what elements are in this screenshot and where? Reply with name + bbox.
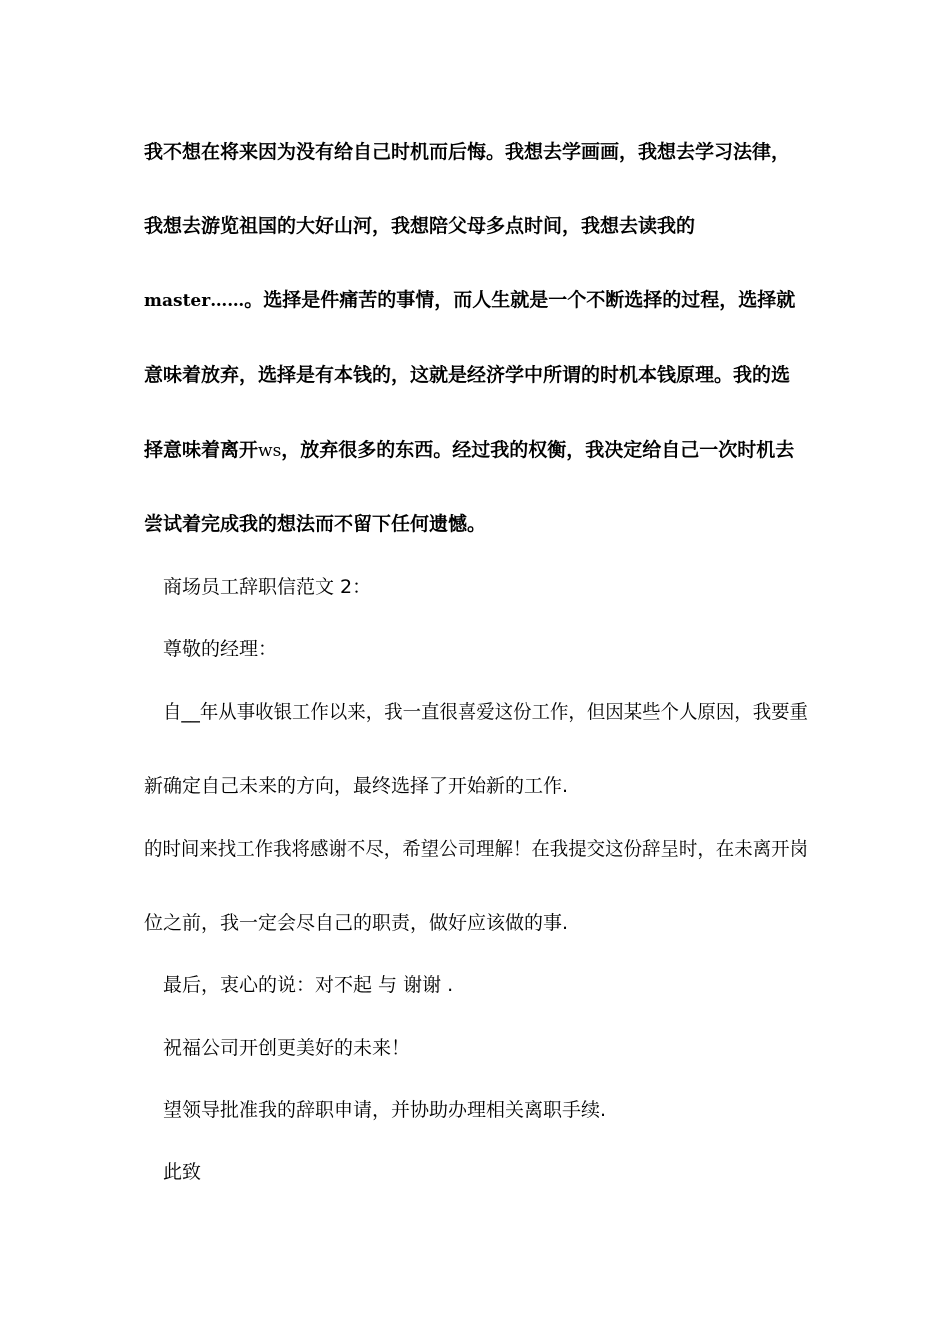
closing-line-2: 祝福公司开创更美好的未来！ — [163, 1037, 411, 1059]
salutation: 尊敬的经理： — [163, 638, 278, 660]
closing-line-4: 此致 — [163, 1161, 202, 1183]
paragraph1-line3-rest: 。选择是件痛苦的事情，而人生就是一个不断选择的过程，选择就 — [244, 289, 796, 311]
paragraph1-line3-latin: master…… — [144, 291, 245, 311]
paragraph2-line1: 自__年从事收银工作以来，我一直很喜爱这份工作，但因某些个人原因，我要重 — [163, 701, 808, 723]
paragraph1-line6: 尝试着完成我的想法而不留下任何遗憾。 — [144, 513, 487, 535]
paragraph2-line2: 新确定自己未来的方向，最终选择了开始新的工作. — [144, 775, 569, 797]
closing-line-1: 最后，衷心的说：对不起 与 谢谢 . — [163, 974, 454, 996]
paragraph1-line5-a: 择意味着离开 — [144, 439, 259, 461]
section-heading-2: 商场员工辞职信范文 2： — [163, 576, 372, 598]
paragraph1-line2: 我想去游览祖国的大好山河，我想陪父母多点时间，我想去读我的 — [144, 215, 696, 237]
paragraph1-line5 — [144, 438, 794, 463]
paragraph1-line3 — [144, 288, 795, 313]
paragraph1-line5-latin: ws — [258, 441, 282, 461]
paragraph1-line4: 意味着放弃，选择是有本钱的，这就是经济学中所谓的时机本钱原理。我的选 — [144, 364, 791, 386]
paragraph3-line2: 位之前，我一定会尽自己的职责，做好应该做的事. — [144, 912, 569, 934]
paragraph1-line5-b: ，放弃很多的东西。经过我的权衡，我决定给自己一次时机去 — [281, 439, 795, 461]
paragraph1-line1: 我不想在将来因为没有给自己时机而后悔。我想去学画画，我想去学习法律， — [144, 141, 791, 163]
paragraph3-line1: 的时间来找工作我将感谢不尽，希望公司理解！在我提交这份辞呈时，在未离开岗 — [144, 838, 809, 860]
closing-line-3: 望领导批准我的辞职申请，并协助办理相关离职手续. — [163, 1099, 607, 1121]
